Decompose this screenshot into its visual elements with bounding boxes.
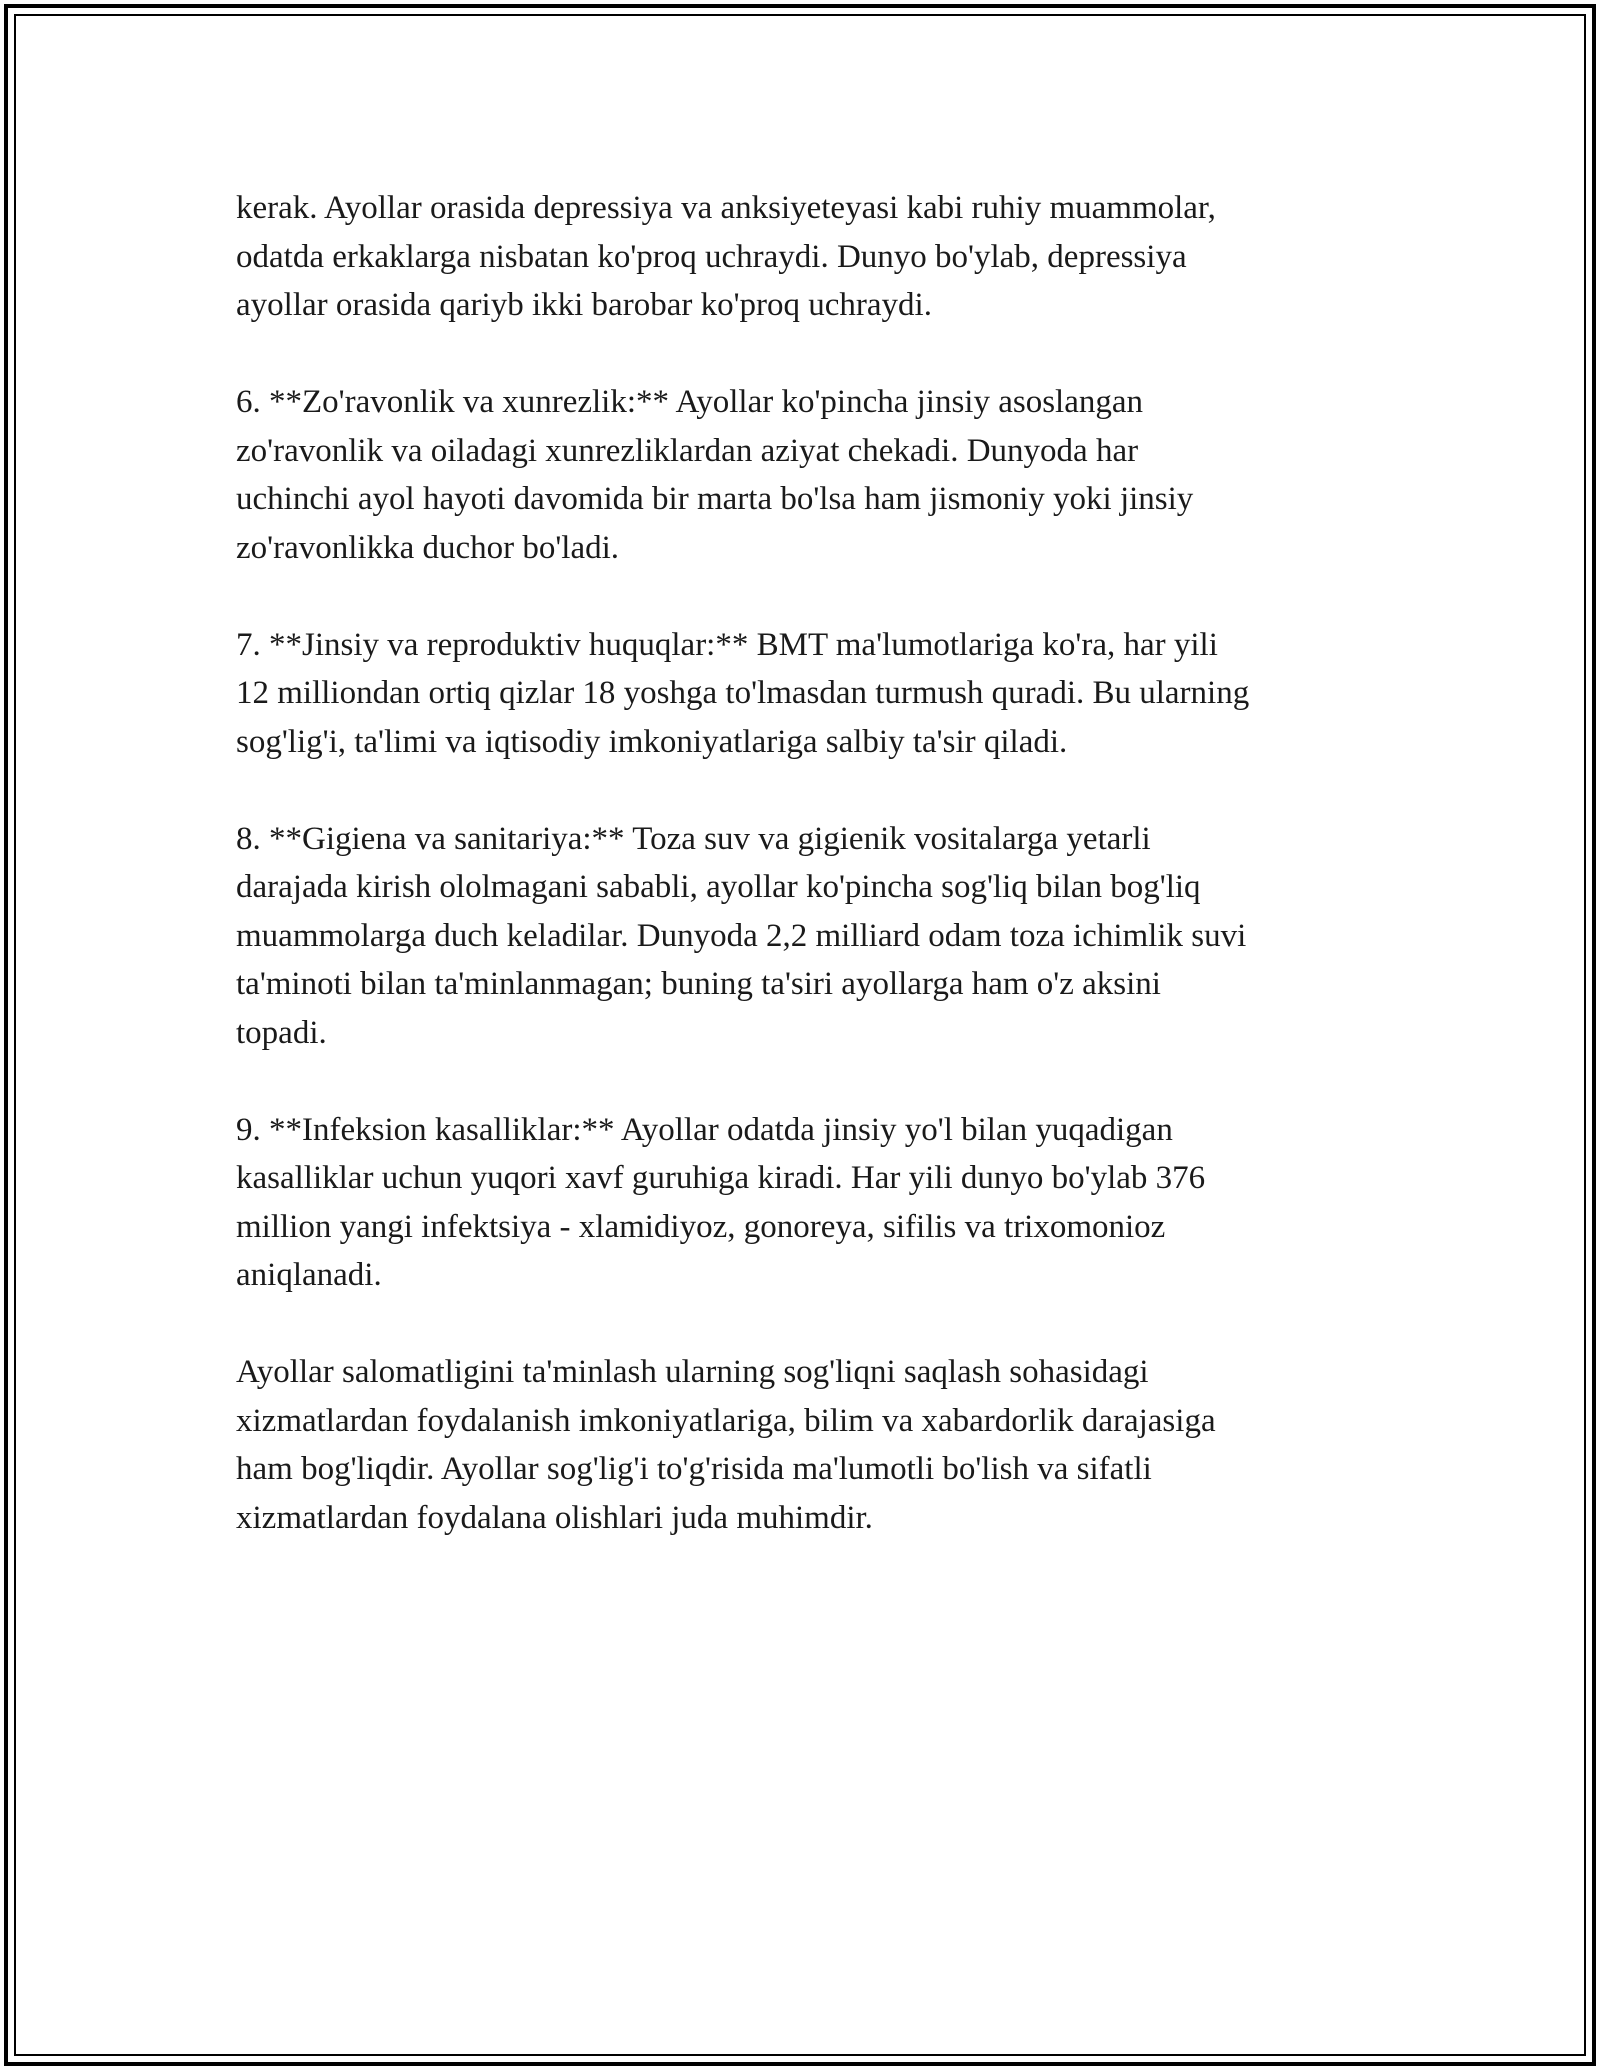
text-line: zo'ravonlikka duchor bo'ladi. [236, 529, 620, 566]
text-line: 9. **Infeksion kasalliklar:** Ayollar odatda jinsiy yo'l bilan yuqadigan [236, 1111, 1173, 1148]
text-line: 12 milliondan ortiq qizlar 18 yoshga to'lmasdan turmush quradi. Bu ularning [236, 675, 1250, 711]
text-line: aniqlanadi. [236, 1257, 382, 1293]
text-line: sog'lig'i, ta'limi va iqtisodiy imkoniyatlariga salbiy ta'sir qiladi. [236, 723, 1068, 760]
text-line: ham bog'liqdir. Ayollar sog'lig'i to'g'risida ma'lumotli bo'lish va sifatli [236, 1451, 1152, 1487]
paragraph-continuation [236, 184, 1386, 330]
text-line: ta'minoti bilan ta'minlanmagan; buning ta'siri ayollarga ham o'z aksini [236, 966, 1161, 1002]
text-line: million yangi infektsiya - xlamidiyoz, gonoreya, sifilis va trixomonioz [236, 1208, 1166, 1245]
text-line: zo'ravonlik va oiladagi xunrezliklardan aziyat chekadi. Dunyoda har [236, 432, 1139, 469]
text-line: muammolarga duch keladilar. Dunyoda 2,2 milliard odam toza ichimlik suvi [236, 917, 1247, 954]
paragraph-item-9 [236, 1106, 1386, 1300]
text-line: xizmatlardan foydalana olishlari juda muhimdir. [236, 1499, 873, 1536]
text-line: Ayollar salomatligini ta'minlash ularning sog'liqni saqlash sohasidagi [236, 1354, 1149, 1390]
text-line: xizmatlardan foydalanish imkoniyatlariga, bilim va xabardorlik darajasiga [236, 1402, 1216, 1439]
text-line: darajada kirish ololmagani sababli, ayollar ko'pincha sog'liq bilan bog'liq [236, 869, 1201, 905]
text-line: kerak. Ayollar orasida depressiya va anksiyeteyasi kabi ruhiy muammolar, [236, 190, 1216, 226]
text-line: ayollar orasida qariyb ikki barobar ko'proq uchraydi. [236, 287, 932, 323]
text-line: topadi. [236, 1014, 327, 1051]
paragraph-conclusion [236, 1348, 1386, 1542]
text-line: odatda erkaklarga nisbatan ko'proq uchraydi. Dunyo bo'ylab, depressiya [236, 238, 1187, 275]
document-body [236, 184, 1386, 1542]
text-line: 8. **Gigiena va sanitariya:** Toza suv va gigienik vositalarga yetarli [236, 820, 1151, 857]
paragraph-item-6 [236, 378, 1386, 572]
paragraph-item-8 [236, 815, 1386, 1058]
text-line: kasalliklar uchun yuqori xavf guruhiga kiradi. Har yili dunyo bo'ylab 376 [236, 1160, 1206, 1196]
text-line: uchinchi ayol hayoti davomida bir marta bo'lsa ham jismoniy yoki jinsiy [236, 481, 1194, 517]
text-line: 6. **Zo'ravonlik va xunrezlik:** Ayollar ko'pincha jinsiy asoslangan [236, 384, 1144, 420]
text-line: 7. **Jinsiy va reproduktiv huquqlar:** BMT ma'lumotlariga ko'ra, har yili [236, 626, 1218, 663]
paragraph-item-7 [236, 621, 1386, 767]
